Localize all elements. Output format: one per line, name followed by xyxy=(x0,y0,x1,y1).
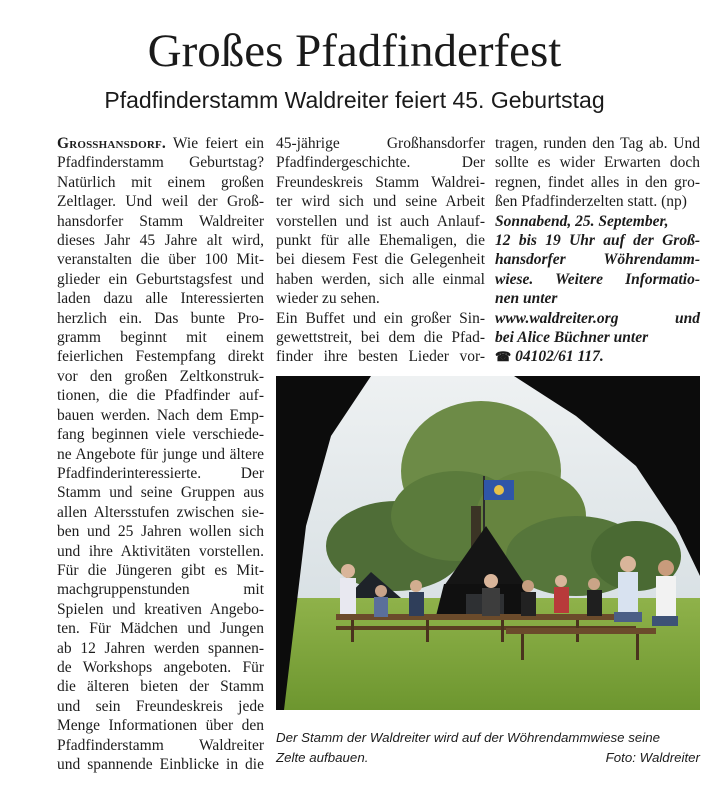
column-line: Großhansdorf. Wie feiert ein xyxy=(57,135,264,152)
column-line: herzlich ein. Das bunte Pro- xyxy=(57,309,264,327)
column-line: gramm beginnt mit einem xyxy=(57,329,264,347)
column-line: ter wird sich und seine Arbeit xyxy=(276,193,485,211)
column-line: Menge Informationen über den xyxy=(57,717,264,735)
event-info-line: wiese. Weitere Informatio- xyxy=(495,270,700,288)
column-line: regnen, findet alles in den gro- xyxy=(495,173,700,191)
column-line: gewettstreit, bei dem die Pfad- xyxy=(276,329,485,347)
column-line: Pfadfinderinteressierte. Der xyxy=(57,464,264,482)
column-line: wieder zu sehen. xyxy=(276,290,380,308)
column-line: de Workshops angeboten. Für xyxy=(57,658,264,676)
column-line: Natürlich mit einem großen xyxy=(57,173,264,191)
photo-credit: Foto: Waldreiter xyxy=(605,750,700,765)
article-column-1 xyxy=(57,134,264,774)
subheadline: Pfadfinderstamm Waldreiter feiert 45. Geburtstag xyxy=(104,87,605,113)
column-line: bauen werden. Nach dem Emp- xyxy=(57,406,264,424)
column-line: 45-jährige Großhansdorfer xyxy=(276,135,485,152)
column-line: allen Altersstufen zwischen sie- xyxy=(57,503,264,521)
column-line: vor den großen Zeltkonstruk- xyxy=(57,367,264,385)
caption-text: Zelte aufbauen. Foto: Waldreiter xyxy=(276,748,700,768)
column-line: ben und 25 Jahren wollen sich xyxy=(57,523,264,541)
column-line: Zeltlager. Und weil der Groß- xyxy=(57,193,264,211)
event-info-line: hansdorfer Wöhrendamm- xyxy=(495,251,700,269)
column-line: fang beginnen viele verschiede- xyxy=(57,426,264,444)
photo-campsite-tent xyxy=(276,376,700,710)
column-line: Pfadfinderstamm Geburtstag? xyxy=(57,154,264,172)
column-line: Spielen und kreativen Angebo- xyxy=(57,600,264,618)
column-line: Pfadfindergeschichte. Der xyxy=(276,154,485,172)
column-line: tragen, runden den Tag ab. Und xyxy=(495,135,700,152)
column-line: und spannende Einblicke in die xyxy=(57,756,264,773)
column-line: die älteren bieten der Stamm xyxy=(57,678,264,696)
column-line: feierlichen Festempfang direkt xyxy=(57,348,264,366)
column-line: Ein Buffet und ein großer Sin- xyxy=(276,309,485,327)
article-column-2 xyxy=(276,134,485,367)
column-line: machgruppenstunden mit xyxy=(57,581,264,599)
phone-icon: ☎ xyxy=(495,349,512,365)
dateline: Großhansdorf. xyxy=(57,135,166,152)
column-line: Pfadfinderstamm Waldreiter xyxy=(57,736,264,754)
event-info-line: www.waldreiter.org und xyxy=(495,309,700,327)
column-line: finder ihre besten Lieder vor- xyxy=(276,348,485,366)
column-line: dieses Jahr 45 Jahre alt wird, xyxy=(57,232,264,250)
column-line: Für die Jüngeren gibt es Mit- xyxy=(57,561,264,579)
column-line: hansdorfer Stamm Waldreiter xyxy=(57,212,264,230)
column-line: haben werden, sich alle einmal xyxy=(276,270,485,288)
column-line: glieder ein Geburtstagsfest und xyxy=(57,270,264,288)
headline: Großes Pfadfinderfest xyxy=(147,25,562,77)
column-line: ten. Für Mädchen und Jungen xyxy=(57,620,264,638)
column-line: vorstellen und ist auch Anlauf- xyxy=(276,212,485,230)
event-info-line: 12 bis 19 Uhr auf der Groß- xyxy=(495,232,700,250)
column-line: und sein Freundeskreis jede xyxy=(57,697,264,715)
column-line: bei diesem Fest die Gelegenheit xyxy=(276,251,485,269)
photo-caption xyxy=(276,728,700,768)
phone-number: 04102/61 117. xyxy=(515,348,604,366)
column-line: ab 12 Jahren werden spannen- xyxy=(57,639,264,657)
phone-line xyxy=(495,347,700,366)
column-line: Freundeskreis Stamm Waldrei- xyxy=(276,173,485,191)
event-info-line: bei Alice Büchner unter xyxy=(495,329,649,347)
article-column-3 xyxy=(495,134,700,367)
column-line: ßen Pfadfinderzelten statt. (np) xyxy=(495,193,687,211)
caption-text: Der Stamm der Waldreiter wird auf der Wöhrendammwiese seine xyxy=(276,730,661,745)
column-line: laden dazu alle Interessierten xyxy=(57,290,264,308)
event-info-line: nen unter xyxy=(495,290,558,308)
campsite-photo xyxy=(276,376,700,710)
column-line: und ihre Aktivitäten vorstellen. xyxy=(57,542,264,560)
column-line: tionen, die die Pfadfinder auf- xyxy=(57,387,264,405)
event-info-line: Sonnabend, 25. September, xyxy=(495,212,669,230)
column-line: sollte es wider Erwarten doch xyxy=(495,154,700,172)
column-line: punkt für alle Ehemaligen, die xyxy=(276,232,485,250)
column-line: Stamm und seine Gruppen aus xyxy=(57,484,264,502)
column-line: veranstalten die über 100 Mit- xyxy=(57,251,264,269)
column-line: ne Angebote für junge und ältere xyxy=(57,445,264,463)
